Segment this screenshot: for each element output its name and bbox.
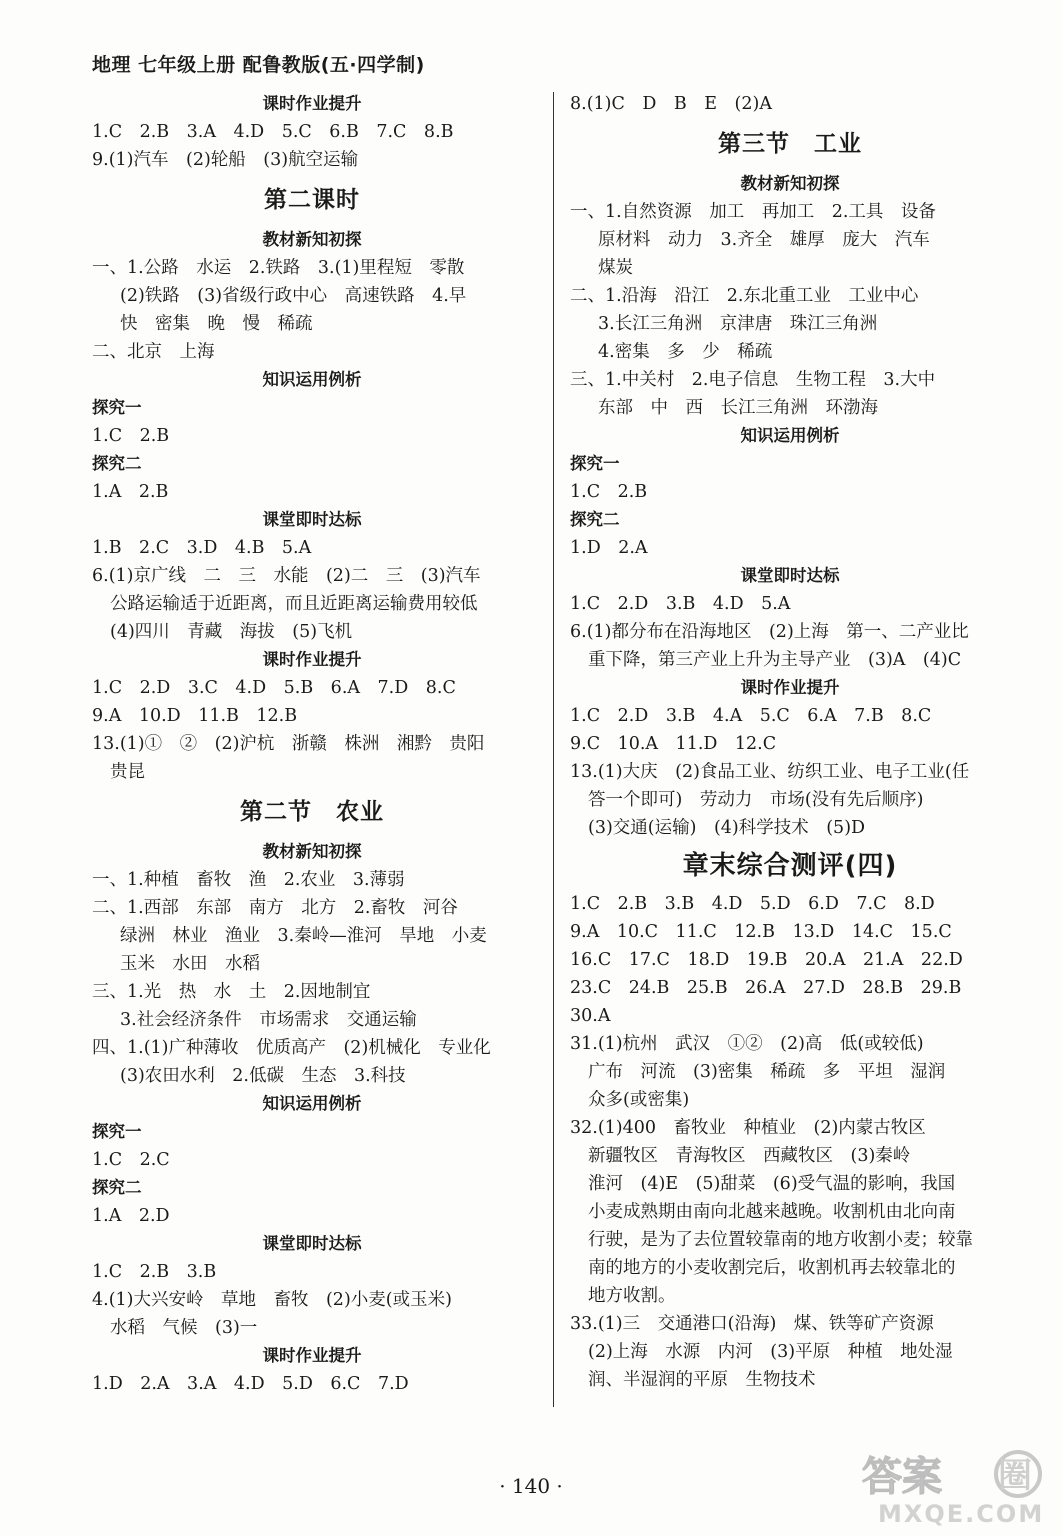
- section-subheading: 教材新知初探: [740, 174, 840, 193]
- answer-line: 13.(1)大庆 (2)食品工业、纺织工业、电子工业(任: [570, 762, 970, 782]
- answer-line: 1.C 2.D 3.B 4.D 5.A: [570, 594, 791, 614]
- answer-line: 煤炭: [598, 258, 633, 278]
- answer-line: 众多(或密集): [588, 1090, 690, 1110]
- answer-line: 13.(1)① ② (2)沪杭 浙赣 株洲 湘黔 贵阳: [92, 734, 485, 754]
- answer-line: 水稻 气候 (3)一: [110, 1318, 258, 1338]
- answer-line: (3)农田水利 2.低碳 生态 3.科技: [120, 1066, 406, 1086]
- answer-line: 1.B 2.C 3.D 4.B 5.A: [92, 538, 312, 558]
- answer-line: 1.A 2.D: [92, 1206, 170, 1226]
- section-subheading: 课时作业提升: [262, 94, 362, 113]
- answer-line: 9.C 10.A 11.D 12.C: [570, 734, 777, 754]
- answer-line: 广布 河流 (3)密集 稀疏 多 平坦 湿润: [588, 1062, 946, 1082]
- answer-line: 行驶，是为了去位置较靠南的地方收割小麦；较靠: [588, 1230, 973, 1250]
- answer-line: 三、1.中关村 2.电子信息 生物工程 3.大中: [570, 370, 936, 390]
- answer-line: 润、半湿润的平原 生物技术: [588, 1370, 816, 1390]
- section-subheading: 知识运用例析: [262, 1094, 362, 1113]
- answer-line: 公路运输适于近距离，而且近距离运输费用较低: [110, 594, 478, 614]
- section-subheading: 课堂即时达标: [740, 566, 840, 585]
- left-column: [92, 90, 532, 1398]
- answer-line: 地方收割。: [588, 1286, 676, 1306]
- answer-line: 1.D 2.A 3.A 4.D 5.D 6.C 7.D: [92, 1374, 409, 1394]
- answer-line: 三、1.光 热 水 土 2.因地制宜: [92, 982, 371, 1002]
- answer-line: 3.社会经济条件 市场需求 交通运输: [120, 1010, 417, 1030]
- answer-line: 6.(1)都分布在沿海地区 (2)上海 第一、二产业比: [570, 622, 969, 642]
- exploration-label: 探究二: [570, 510, 620, 529]
- answer-line: 小麦成熟期由南向北越来越晚。收割机由北向南: [588, 1202, 956, 1222]
- page-header: 地理 七年级上册 配鲁教版(五·四学制): [92, 54, 425, 76]
- column-divider: [553, 92, 554, 1407]
- answer-line: 淮河 (4)E (5)甜菜 (6)受气温的影响，我国: [588, 1174, 956, 1194]
- answer-line: 4.密集 多 少 稀疏: [598, 342, 773, 362]
- answer-line: 9.A 10.C 11.C 12.B 13.D 14.C 15.C: [570, 922, 952, 942]
- answer-line: 二、1.西部 东部 南方 北方 2.畜牧 河谷: [92, 898, 458, 918]
- answer-line: 9.(1)汽车 (2)轮船 (3)航空运输: [92, 150, 359, 170]
- answer-line: 贵昆: [110, 762, 145, 782]
- answer-line: (3)交通(运输) (4)科学技术 (5)D: [588, 818, 866, 838]
- answer-line: 1.C 2.B 3.A 4.D 5.C 6.B 7.C 8.B: [92, 122, 454, 142]
- answer-line: 一、1.自然资源 加工 再加工 2.工具 设备: [570, 202, 936, 222]
- section-subheading: 教材新知初探: [262, 842, 362, 861]
- answer-line: 南的地方的小麦收割完后，收割机再去较靠北的: [588, 1258, 956, 1278]
- answer-line: 四、1.(1)广种薄收 优质高产 (2)机械化 专业化: [92, 1038, 491, 1058]
- answer-line: 4.(1)大兴安岭 草地 畜牧 (2)小麦(或玉米): [92, 1290, 452, 1310]
- exploration-label: 探究一: [92, 1122, 142, 1141]
- exploration-label: 探究一: [92, 398, 142, 417]
- answer-line: 一、1.公路 水运 2.铁路 3.(1)里程短 零散: [92, 258, 465, 278]
- answer-line: (4)四川 青藏 海拔 (5)飞机: [110, 622, 353, 642]
- section-subheading: 知识运用例析: [740, 426, 840, 445]
- answer-line: 8.(1)C D B E (2)A: [570, 94, 772, 114]
- section-subheading: 课堂即时达标: [262, 1234, 362, 1253]
- watermark-logo: [858, 1440, 1048, 1528]
- answer-line: 23.C 24.B 25.B 26.A 27.D 28.B 29.B: [570, 978, 962, 998]
- section-subheading: 课堂即时达标: [262, 510, 362, 529]
- answer-line: 16.C 17.C 18.D 19.B 20.A 21.A 22.D: [570, 950, 963, 970]
- chapter-heading: 章末综合测评(四): [682, 851, 898, 881]
- answer-line: 原材料 动力 3.齐全 雄厚 庞大 汽车: [598, 230, 930, 250]
- svg-text:MXQE.COM: MXQE.COM: [878, 1500, 1045, 1528]
- answer-line: 1.C 2.C: [92, 1150, 170, 1170]
- section-subheading: 课时作业提升: [262, 1346, 362, 1365]
- answer-line: 31.(1)杭州 武汉 ①② (2)高 低(或较低): [570, 1034, 924, 1054]
- svg-text:答案: 答案: [862, 1454, 942, 1500]
- answer-line: 1.C 2.D 3.B 4.A 5.C 6.A 7.B 8.C: [570, 706, 932, 726]
- svg-text:圈: 圈: [998, 1456, 1032, 1496]
- answer-line: 1.D 2.A: [570, 538, 648, 558]
- section-subheading: 教材新知初探: [262, 230, 362, 249]
- answer-line: 二、1.沿海 沿江 2.东北重工业 工业中心: [570, 286, 919, 306]
- answer-line: 新疆牧区 青海牧区 西藏牧区 (3)秦岭: [588, 1146, 911, 1166]
- page-number: · 140 ·: [499, 1474, 563, 1498]
- answer-line: (2)上海 水源 内河 (3)平原 种植 地处湿: [588, 1342, 953, 1362]
- answer-line: 6.(1)京广线 二 三 水能 (2)二 三 (3)汽车: [92, 566, 481, 586]
- answer-line: 1.A 2.B: [92, 482, 169, 502]
- answer-line: 东部 中 西 长江三角洲 环渤海: [598, 398, 878, 418]
- exploration-label: 探究一: [570, 454, 620, 473]
- section-heading: 第二节 农业: [240, 799, 384, 825]
- exploration-label: 探究二: [92, 1178, 142, 1197]
- answer-line: 一、1.种植 畜牧 渔 2.农业 3.薄弱: [92, 870, 405, 890]
- answer-line: 1.C 2.B: [570, 482, 648, 502]
- answer-line: 重下降，第三产业上升为主导产业 (3)A (4)C: [588, 650, 962, 670]
- answer-line: 1.C 2.B 3.B: [92, 1262, 217, 1282]
- answer-line: (2)铁路 (3)省级行政中心 高速铁路 4.早: [120, 286, 467, 306]
- section-subheading: 课时作业提升: [262, 650, 362, 669]
- answer-line: 二、北京 上海: [92, 342, 215, 362]
- section-heading: 第二课时: [264, 187, 360, 213]
- answer-line: 32.(1)400 畜牧业 种植业 (2)内蒙古牧区: [570, 1118, 926, 1138]
- exploration-label: 探究二: [92, 454, 142, 473]
- answer-line: 1.C 2.D 3.C 4.D 5.B 6.A 7.D 8.C: [92, 678, 456, 698]
- section-heading: 第三节 工业: [718, 131, 862, 157]
- section-subheading: 知识运用例析: [262, 370, 362, 389]
- answer-line: 9.A 10.D 11.B 12.B: [92, 706, 298, 726]
- answer-line: 绿洲 林业 渔业 3.秦岭—淮河 旱地 小麦: [120, 926, 487, 946]
- answer-line: 1.C 2.B: [92, 426, 170, 446]
- answer-line: 33.(1)三 交通港口(沿海) 煤、铁等矿产资源: [570, 1314, 934, 1334]
- section-subheading: 课时作业提升: [740, 678, 840, 697]
- answer-line: 1.C 2.B 3.B 4.D 5.D 6.D 7.C 8.D: [570, 894, 935, 914]
- answer-line: 答一个即可) 劳动力 市场(没有先后顺序): [588, 790, 924, 810]
- answer-line: 3.长江三角洲 京津唐 珠江三角洲: [598, 314, 878, 334]
- right-column: [570, 90, 1010, 1394]
- answer-line: 玉米 水田 水稻: [120, 954, 260, 974]
- answer-line: 快 密集 晚 慢 稀疏: [120, 314, 313, 334]
- answer-line: 30.A: [570, 1006, 611, 1026]
